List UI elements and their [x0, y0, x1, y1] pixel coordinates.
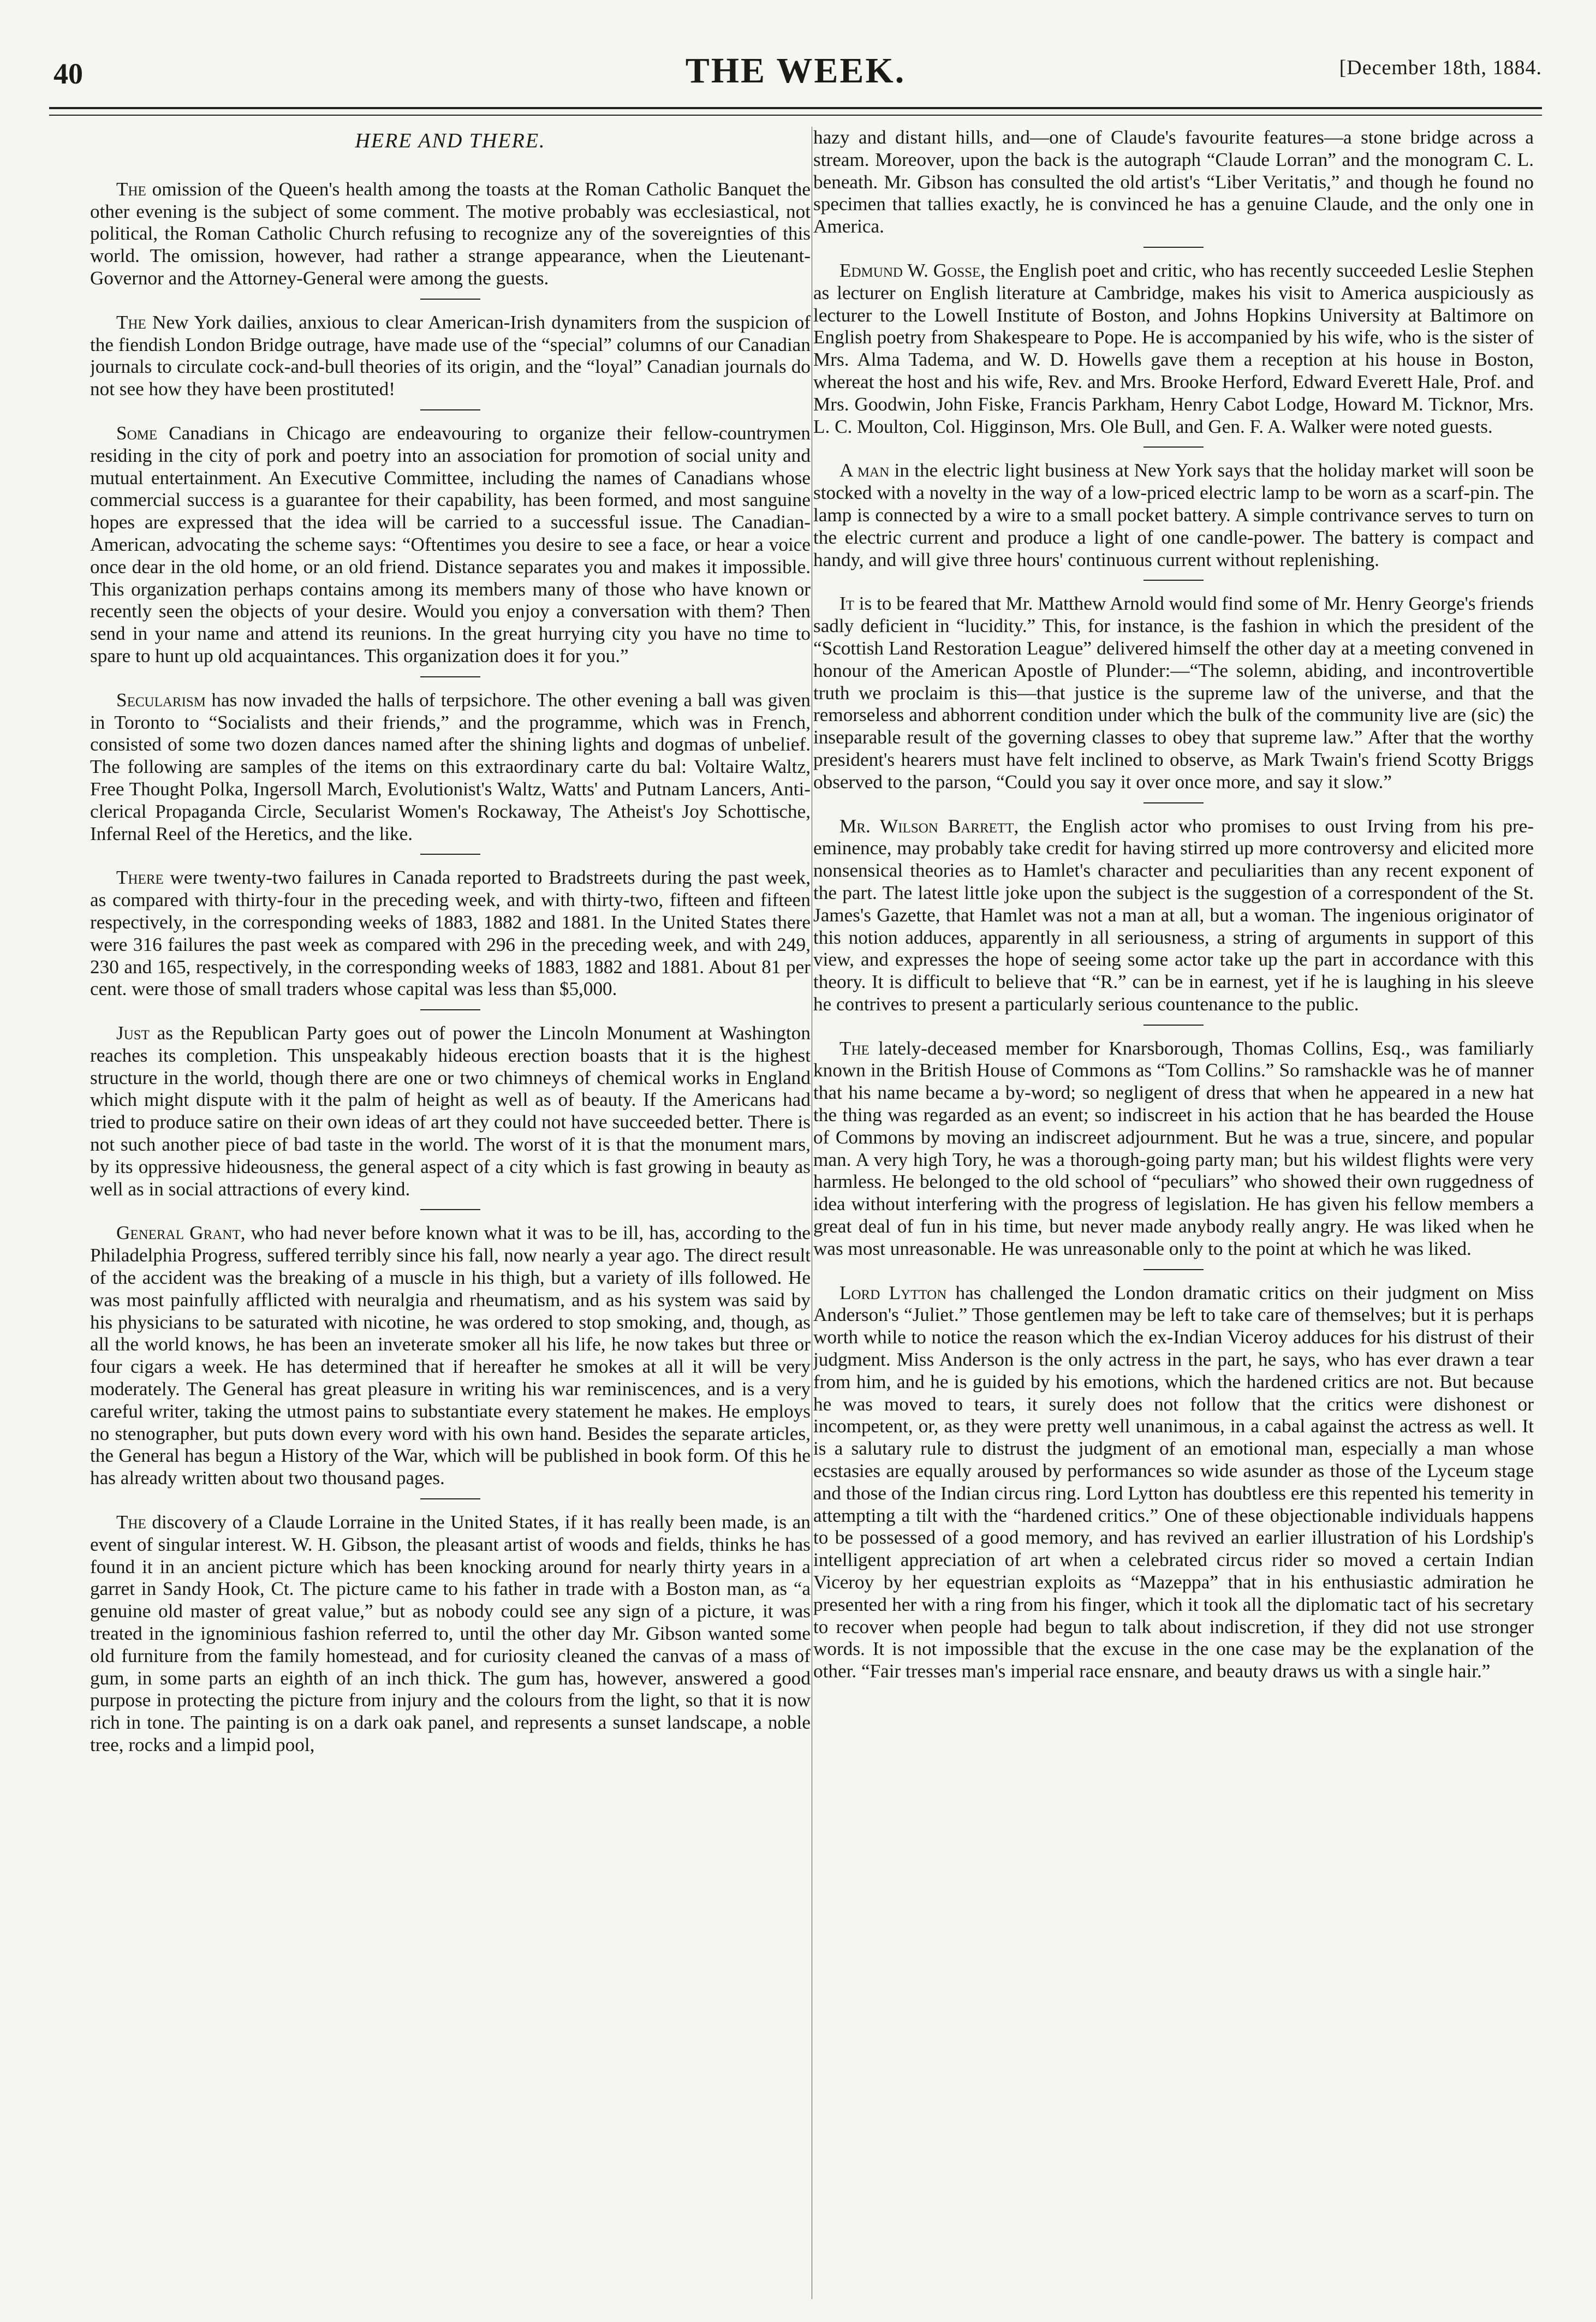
article-paragraph — [90, 689, 811, 846]
section-title: HERE AND THERE. — [355, 129, 546, 152]
article-lead-words: There — [116, 867, 164, 889]
masthead-rule — [49, 107, 1542, 109]
article-body: has now invaded the halls of terpsichore. The other evening a ball was given in Toronto to “Socialists and their friends,” and the programme, which was in French, consisted of some two dozen dances named after the shining lights and dogmas of unbelief. The following are samples of the items on this extraordinary carte du bal: Voltaire Waltz, Free Thought Polka, Ingersoll March, Evolutionist's Waltz, Watts' and Putnam Lancers, Anti-clerical Propaganda Circle, Secularist Women's Rockaway, The Atheist's Joy Schottische, Infernal Reel of the Heretics, and the like. — [90, 689, 811, 844]
article-body: Canadians in Chicago are endeavouring to organize their fellow-countrymen residing in the city of pork and poetry into an association for promotion of social unity and mutual entertainment. An Executive Committee, including the names of Canadians whose commercial success is a guarantee for their capability, has been formed, and most sanguine hopes are expressed that the idea will be carried to a successful issue. The Canadian-American, advocating the scheme says: “Oftentimes you desire to see a face, or hear a voice once dear in the old home, or an old friend. Distance separates you and makes it impossible. This organization perhaps contains among its members many of those who have known or recently seen the objects of your desire. Would you enjoy a conversation with them? Then send in your name and attend its reunions. In the great hurrying city you have no time to spare to hunt up old acquaintances. This organization does it for you.” — [90, 422, 811, 666]
article-separator — [420, 676, 480, 677]
article-separator — [1144, 580, 1204, 581]
article-body: discovery of a Claude Lorraine in the United States, if it has really been made, is an event of singular interest. W. H. Gibson, the pleasant artist of woods and fields, thinks he has found it in an ancient picture which has been knocking around for nearly thirty years in a garret in Sandy Hook, Ct. The picture came to his father in trade with a Boston man, as “a genuine old master of great value,” but as nobody could see any sign of a picture, it was treated in the ignominious fashion referred to, until the other day Mr. Gibson wanted some old furniture from the family homestead, and for curiosity cleaned the canvas of a mass of gum, in some parts an eighth of an inch thick. The gum has, however, answered a good purpose in protecting the picture from injury and the colours from the light, so that it is now rich in tone. The painting is on a dark oak panel, and represents a sunset landscape, a noble tree, rocks and a limpid pool, — [90, 1511, 811, 1755]
article-separator — [420, 409, 480, 410]
page-number: 40 — [53, 57, 83, 90]
article-body: , the English actor who promises to oust Irving from his pre-eminence, may probably take credit for having stirred up more controversy and elicited more nonsensical theories as to Hamlet's character and peculiarities than any recent exponent of the part. The latest little joke upon the subject is the suggestion of a correspondent of the St. James's Gazette, that Hamlet was not a man at all, but a woman. The ingenious originator of this notion adduces, apparently in all seriousness, a string of arguments in support of this view, and expresses the hope of seeing some actor take up the part in accordance with this theory. It is difficult to believe that “R.” can be in earnest, yet if he is laughing in his sleeve he contrives to present a particularly serious countenance to the public. — [813, 815, 1534, 1015]
article-paragraph — [813, 593, 1534, 793]
left-article-list — [90, 178, 811, 1757]
article-body: has challenged the London dramatic critics on their judgment on Miss Anderson's “Juliet.” Those gentlemen may be left to take care of themselves; but it is perhaps worth while to notice the reason which the ex-Indian Viceroy adduces for his distrust of their judgment. Miss Anderson is the only actress in the part, he says, who has ever drawn a tear from him, and he is guided by his emotions, which the hardened critics are not. But because he was moved to tears, it surely does not follow that the critics were dishonest or incompetent, or, as they were pretty well unanimous, in a cabal against the actress as well. It is a salutary rule to distrust the judgment of an emotional man, especially a man whose ecstasies are equally aroused by performances so wide asunder as those of the Lyceum stage and those of the Indian circus ring. Lord Lytton has doubtless ere this repented his temerity in attempting a tilt with the “hardened critics.” One of these objectionable individuals happens to be possessed of a good memory, and has revived an earlier illustration of his Lordship's intelligent appreciation of art when a celebrated circus rider so moved a certain Indian Viceroy by her equestrian exploits as “Mazeppa” that in his enthusiastic admiration he presented her with a ring from his finger, which it took all the diplomatic tact of his secretary to recover when people had begun to talk about indiscretion, if they did not use stronger words. It is not impossible that the excuse in the one case may be the explanation of the other. “Fair tresses man's imperial race ensnare, and beauty draws us with a single hair.” — [813, 1282, 1534, 1682]
article-body: omission of the Queen's health among the toasts at the Roman Catholic Banquet the other evening is the subject of some comment. The motive probably was ecclesiastical, not political, the Roman Catholic Church refusing to recognize any of the sovereignties of this world. The omission, however, had rather a strange appearance, when the Lieutenant-Governor and the Attorney-General were among the guests. — [90, 178, 811, 289]
article-paragraph — [90, 1511, 811, 1757]
article-paragraph — [813, 260, 1534, 438]
article-body: in the electric light business at New York says that the holiday market will soon be stocked with a novelty in the way of a low-priced electric lamp to be worn as a scarf-pin. The lamp is connected by a wire to a small pocket battery. A simple contrivance serves to turn on the electric current and produce a light of one candle-power. The battery is compact and handy, and will give three hours' continuous current without replenishing. — [813, 460, 1534, 570]
article-separator — [420, 1498, 480, 1499]
publication-title: THE WEEK. — [685, 51, 906, 91]
masthead-rule-thin — [49, 115, 1542, 116]
issue-date: [December 18th, 1884. — [1339, 56, 1542, 79]
article-lead-words: Lord Lytton — [839, 1282, 947, 1303]
article-paragraph — [813, 127, 1534, 238]
article-paragraph — [90, 422, 811, 668]
article-paragraph — [813, 1282, 1534, 1683]
article-paragraph — [90, 867, 811, 1001]
article-paragraph — [813, 815, 1534, 1016]
article-paragraph — [90, 1222, 811, 1490]
left-column — [90, 127, 811, 2305]
article-lead-words: The — [839, 1037, 870, 1059]
article-body: , who had never before known what it was to be ill, has, according to the Philadelphia Progress, suffered terribly since his fall, now nearly a year ago. The direct result of the accident was the breaking of a muscle in his thigh, but a variety of ills followed. He was most painfully afflicted with neuralgia and rheumatism, and as his system was said by his physicians to be saturated with nicotine, he was ordered to stop smoking, and, though, as all the world knows, he has been an inveterate smoker all his life, he now takes but three or four cigars a week. He has determined that if hereafter he smokes at all it will be very moderately. The General has great pleasure in writing his war reminiscences, and is a very careful writer, taking the utmost pains to substantiate every statement he makes. He employs no stenographer, but puts down every word with his own hand. Besides the separate articles, the General has begun a History of the War, which will be published in book form. Of this he has already written about two thousand pages. — [90, 1222, 811, 1489]
article-body: is to be feared that Mr. Matthew Arnold would find some of Mr. Henry George's friends sadly deficient in “lucidity.” This, for instance, is the fashion in which the president of the “Scottish Land Restoration League” delivered himself the other day at a meeting convened in honour of the American Apostle of Plunder:—“The solemn, abiding, and incontrovertible truth we proclaim is this—that justice is the supreme law of the universe, and that the remorseless and abhorrent condition under which the bulk of the community live are (sic) the inseparable result of the governing classes to obey that supreme law.” After that the worthy president's hearers must have felt inclined to observe, as Mark Twain's friend Scotty Briggs observed to the parson, “Could you say it over once more, and say it slow.” — [813, 593, 1534, 793]
masthead — [49, 45, 1542, 105]
right-article-list — [813, 127, 1534, 1683]
article-lead-words: The — [116, 1511, 146, 1533]
article-paragraph — [90, 178, 811, 290]
article-separator — [1144, 446, 1204, 448]
article-separator — [1144, 1025, 1204, 1026]
article-body: , the English poet and critic, who has recently succeeded Leslie Stephen as lecturer on English literature at Cambridge, makes his visit to America auspiciously as lecturer to the Lowell Institute of Boston, and Johns Hopkins University at Baltimore on English poetry from Shakespeare to Pope. He is accompanied by his wife, who is the sister of Mrs. Alma Tadema, and W. D. Howells gave them a reception at his house in Boston, whereat the host and his wife, Rev. and Mrs. Brooke Herford, Edward Everett Hale, Prof. and Mrs. Goodwin, John Fiske, Francis Parkham, Henry Cabot Lodge, Howard M. Ticknor, Mrs. L. C. Moulton, Col. Higginson, Mrs. Ole Bull, and Gen. F. A. Walker were noted guests. — [813, 259, 1534, 437]
right-column — [813, 127, 1534, 2305]
article-lead-words: Some — [116, 422, 158, 444]
article-lead-words: A man — [839, 460, 890, 481]
article-lead-words: Secularism — [116, 689, 206, 711]
article-separator — [420, 299, 480, 300]
article-lead-words: It — [839, 593, 854, 615]
article-body: as the Republican Party goes out of power the Lincoln Monument at Washington reaches its completion. This unspeakably hideous erection boasts that it is the highest structure in the world, though there are one or two chimneys of chemical works in England which might dispute with it the palm of height as well as of beauty. If the Americans had tried to produce satire on their own ideas of art they could not have succeeded better. There is not such another piece of bad taste in the world. The worst of it is that the monument mars, by its oppressive hideousness, the general aspect of a city which is fast growing in beauty as well as in social attractions of every kind. — [90, 1022, 811, 1200]
article-lead-words: General Grant — [116, 1222, 241, 1244]
article-separator — [1144, 802, 1204, 803]
article-body: New York dailies, anxious to clear American-Irish dynamiters from the suspicion of the fiendish London Bridge outrage, have made use of the “special” columns of our Canadian journals to circulate cock-and-bull theories of its origin, and the “loyal” Canadian journals do not see how they have been prostituted! — [90, 311, 811, 400]
article-paragraph — [813, 1038, 1534, 1260]
article-paragraph — [813, 460, 1534, 571]
article-separator — [1144, 247, 1204, 248]
article-body: lately-deceased member for Knarsborough, Thomas Collins, Esq., was familiarly known in the British House of Commons as “Tom Collins.” So ramshackle was he of manner that his name became a by-word; so negligent of dress that when he appeared in a new hat the thing was regarded as an event; so indiscreet in his action that he has bearded the House of Commons by moving an indiscreet adjournment. But he was a true, sincere, and popular man. A very high Tory, he was a thorough-going party man; but his wildest flights were very harmless. He belonged to the old school of “peculiars” who showed their own ruggedness of idea without interfering with the progress of legislation. He has given his fellow members a great deal of fun in his time, but never made anybody really angry. He was liked when he was most unreasonable. He was unreasonable only to the point at which he was liked. — [813, 1037, 1534, 1259]
article-body: were twenty-two failures in Canada reported to Bradstreets during the past week, as compared with thirty-four in the preceding week, and with thirty-two, fifteen and fifteen respectively, in the corresponding weeks of 1883, 1882 and 1881. In the United States there were 316 failures the past week as compared with 296 in the preceding week, and with 249, 230 and 165, respectively, in the corresponding weeks of 1883, 1882 and 1881. About 81 per cent. were those of small traders whose capital was less than $5,000. — [90, 867, 811, 1000]
article-body: hazy and distant hills, and—one of Claude's favourite features—a stone bridge across a stream. Moreover, upon the back is the autograph “Claude Lorran” and the monogram C. L. beneath. Mr. Gibson has consulted the old artist's “Liber Veritatis,” and though he found no specimen that tallies exactly, he is convinced he has a genuine Claude, and the only one in America. — [813, 127, 1534, 237]
article-separator — [420, 1209, 480, 1210]
article-separator — [420, 1009, 480, 1010]
article-lead-words: Just — [116, 1022, 150, 1044]
article-lead-words: The — [116, 178, 146, 200]
article-lead-words: The — [116, 311, 146, 333]
article-paragraph — [90, 1022, 811, 1200]
article-separator — [1144, 1269, 1204, 1270]
article-lead-words: Mr. Wilson Barrett — [839, 815, 1014, 837]
article-lead-words: Edmund W. Gosse — [839, 259, 981, 281]
article-separator — [420, 854, 480, 855]
article-paragraph — [90, 312, 811, 401]
